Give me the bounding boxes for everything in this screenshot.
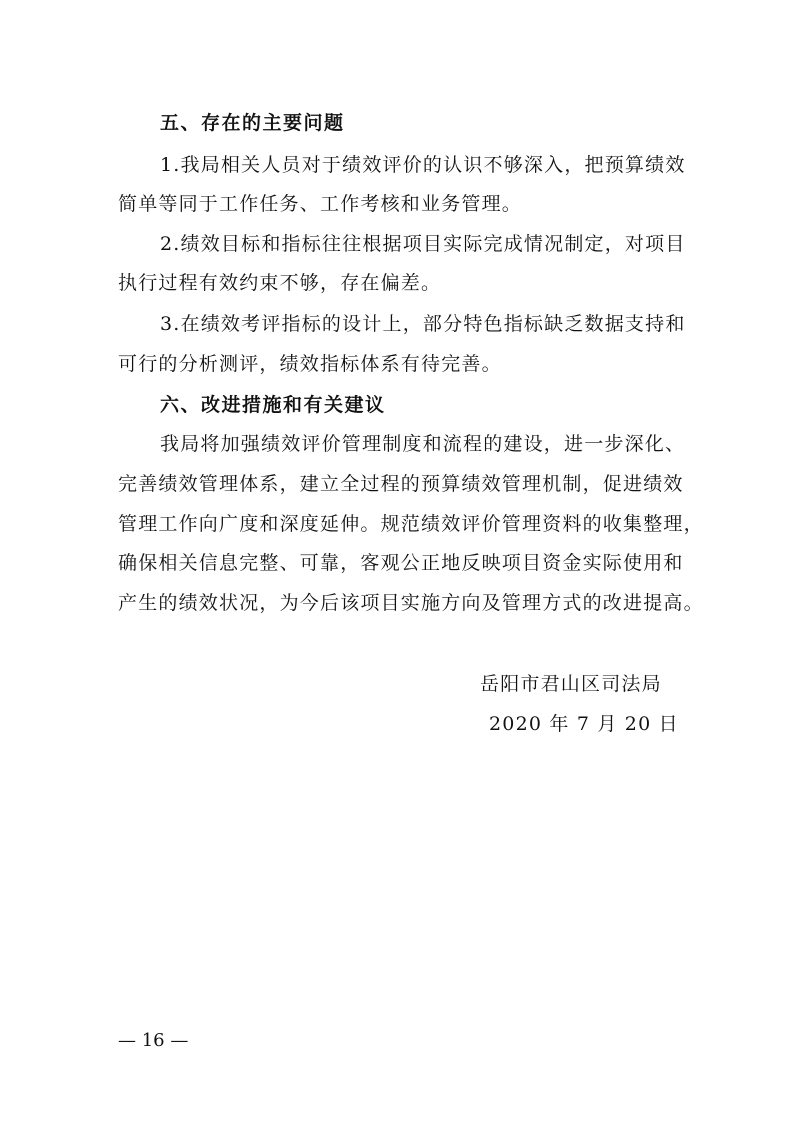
paragraph-line: 执行过程有效约束不够，存在偏差。 [118,272,442,294]
signature-date: 2020 年 7 月 20 日 [489,713,679,735]
paragraph-line: 1.我局相关人员对于绩效评价的认识不够深入，把预算绩效 [160,154,686,176]
paragraph-line: 简单等同于工作任务、工作考核和业务管理。 [118,193,523,215]
paragraph-line: 我局将加强绩效评价管理制度和流程的建设，进一步深化、 [160,433,686,455]
section-heading-problems: 五、存在的主要问题 [160,112,345,134]
section-heading-improvements: 六、改进措施和有关建议 [160,394,386,416]
paragraph-line: 完善绩效管理体系，建立全过程的预算绩效管理机制，促进绩效 [118,473,684,495]
paragraph-line: 确保相关信息完整、可靠，客观公正地反映项目资金实际使用和 [118,552,684,574]
paragraph-line: 2.绩效目标和指标往往根据项目实际完成情况制定，对项目 [160,233,686,255]
paragraph-line: 管理工作向广度和深度延伸。规范绩效评价管理资料的收集整理， [118,513,704,535]
paragraph-line: 产生的绩效状况，为今后该项目实施方向及管理方式的改进提高。 [118,592,704,614]
paragraph-line: 3.在绩效考评指标的设计上，部分特色指标缺乏数据支持和 [160,313,686,335]
paragraph-line: 可行的分析测评，绩效指标体系有待完善。 [118,353,502,375]
signature-organization: 岳阳市君山区司法局 [480,673,662,695]
page-number: — 16 — [118,1030,189,1051]
